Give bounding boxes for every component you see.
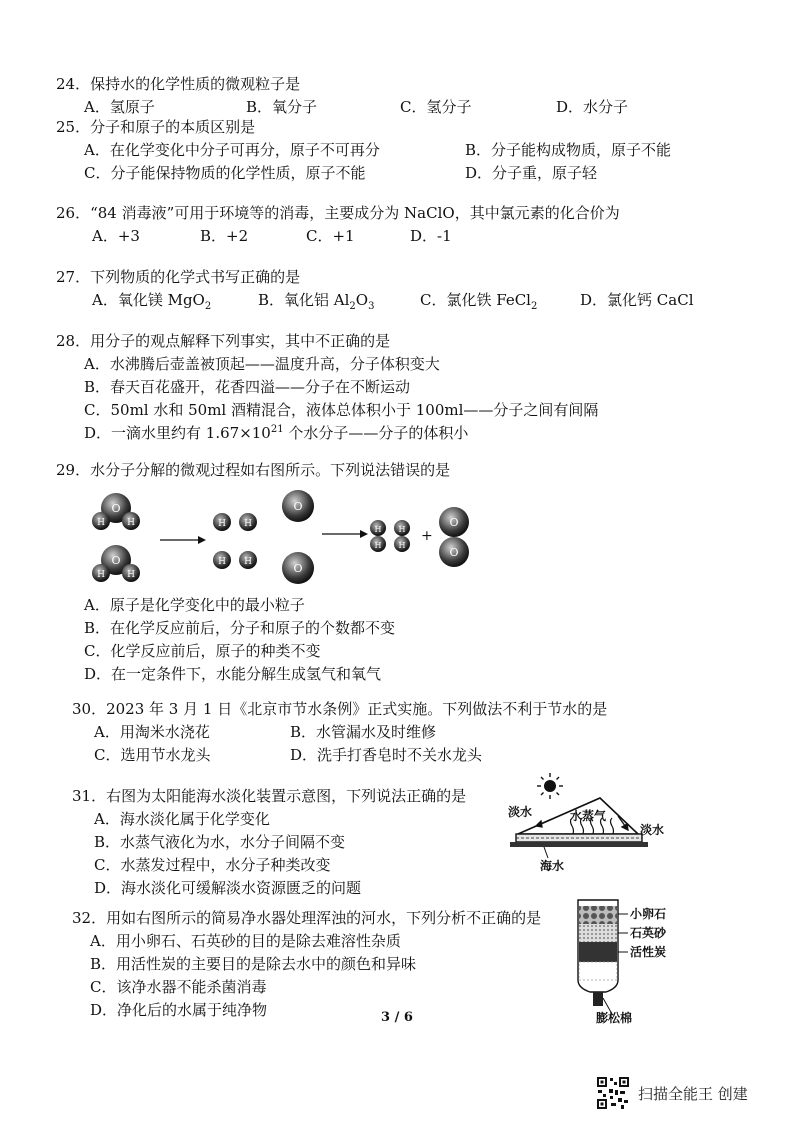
options-row <box>72 721 762 744</box>
question-24 <box>56 73 746 119</box>
label-water-vapor: 水蒸气 <box>570 809 607 823</box>
option-c: C．选用节水龙头 <box>94 746 211 764</box>
solar-desalination-diagram <box>500 770 700 882</box>
question-25 <box>56 116 746 185</box>
option-c: C．水蒸发过程中，水分子种类改变 <box>94 856 331 874</box>
question-29 <box>56 459 746 482</box>
svg-text:O: O <box>449 546 459 559</box>
question-stem: 32．用如右图所示的简易净水器处理浑浊的河水，下列分析不正确的是 <box>72 909 542 927</box>
option-a: A．用淘米水浇花 <box>94 723 210 741</box>
water-molecule <box>92 545 140 582</box>
question-stem: 29．水分子分解的微观过程如右图所示。下列说法错误的是 <box>56 461 451 479</box>
svg-text:H: H <box>97 518 105 528</box>
label-cotton: 膨松棉 <box>596 1011 633 1025</box>
option-c: C．50ml 水和 50ml 酒精混合，液体总体积小于 100ml——分子之间有间隔 <box>84 401 599 419</box>
qr-code-icon <box>596 1076 630 1110</box>
svg-text:H: H <box>218 519 226 529</box>
option-a: A．用小卵石、石英砂的目的是除去难溶性杂质 <box>90 932 401 950</box>
option-a: A．海水淡化属于化学变化 <box>94 810 270 828</box>
question-stem: 31．右图为太阳能海水淡化装置示意图，下列说法正确的是 <box>72 787 467 805</box>
svg-text:H: H <box>97 570 105 580</box>
option-d: D．洗手打香皂时不关水龙头 <box>290 746 483 764</box>
option-d: D．一滴水里约有 $1.67\times 10^{21}$ 个水分子——分子的体积小 <box>84 424 469 442</box>
question-stem: 28．用分子的观点解释下列事实，其中不正确的是 <box>56 332 391 350</box>
reaction-arrow <box>322 530 368 538</box>
question-26 <box>56 202 746 248</box>
label-pebbles: 小卵石 <box>630 907 667 921</box>
svg-text:H: H <box>374 541 382 550</box>
option-b: B．水蒸气液化为水，水分子间隔不变 <box>94 833 346 851</box>
option-b: B．用活性炭的主要目的是除去水中的颜色和异味 <box>90 955 417 973</box>
question-28 <box>56 330 746 445</box>
option-b: B．氧化铝 $Al_2O_3$ <box>258 291 375 312</box>
option-a: A．在化学变化中分子可再分，原子不可再分 <box>84 141 380 159</box>
option-b: B．春天百花盛开，花香四溢——分子在不断运动 <box>84 378 411 396</box>
label-fresh-water-right: 淡水 <box>640 823 665 837</box>
option-c: C．氯化铁 FeCl$_2$ <box>420 291 538 312</box>
question-29-options <box>56 594 746 686</box>
layer-quartz-sand <box>579 924 617 942</box>
svg-text:H: H <box>374 525 382 534</box>
option-b: B．在化学反应前后，分子和原子的个数都不变 <box>84 619 396 637</box>
layer-pebbles <box>579 906 617 924</box>
hydrogen-atoms <box>213 513 257 569</box>
svg-text:H: H <box>127 570 135 580</box>
oxygen-molecule <box>439 507 469 567</box>
oxygen-atoms <box>282 490 314 584</box>
option-d: D．氯化钙 CaCl <box>580 291 694 309</box>
svg-text:H: H <box>398 541 406 550</box>
water-molecule <box>92 493 140 530</box>
option-a: A．氧化镁 MgO$_2$ <box>92 291 212 312</box>
option-d: D．海水淡化可缓解淡水资源匮乏的问题 <box>94 879 362 897</box>
layer-cotton <box>579 962 617 980</box>
svg-text:O: O <box>111 554 121 567</box>
option-c: C．+1 <box>306 227 355 245</box>
label-quartz-sand: 石英砂 <box>630 926 667 940</box>
water-decomposition-diagram <box>80 484 480 590</box>
option-d: D．水分子 <box>556 98 629 116</box>
option-b: B．水管漏水及时维修 <box>290 723 437 741</box>
water-purifier-diagram <box>566 896 696 1026</box>
question-stem: 24．保持水的化学性质的微观粒子是 <box>56 75 301 93</box>
label-activated-carbon: 活性炭 <box>630 945 667 959</box>
sun-icon <box>537 773 563 799</box>
question-stem: 25．分子和原子的本质区别是 <box>56 118 256 136</box>
svg-text:O: O <box>111 502 121 515</box>
svg-text:O: O <box>293 500 303 513</box>
option-b: B．+2 <box>200 227 249 245</box>
option-a: A．+3 <box>92 227 140 245</box>
option-a: A．水沸腾后壶盖被顶起——温度升高，分子体积变大 <box>84 355 440 373</box>
options-row <box>56 162 746 185</box>
option-d: D．-1 <box>410 227 452 245</box>
page-number: 3 / 6 <box>381 1010 413 1025</box>
question-stem: 26．“84 消毒液”可用于环境等的消毒，主要成分为 NaClO，其中氯元素的化合价为 <box>56 204 620 222</box>
question-27 <box>56 266 746 312</box>
option-c: C．化学反应前后，原子的种类不变 <box>84 642 321 660</box>
option-b: B．氧分子 <box>246 98 318 116</box>
hydrogen-molecules <box>370 520 410 552</box>
layer-activated-carbon <box>579 942 617 962</box>
options-row <box>72 744 762 767</box>
question-stem: 27．下列物质的化学式书写正确的是 <box>56 268 301 286</box>
option-c: C．该净水器不能杀菌消毒 <box>90 978 267 996</box>
options-row <box>56 225 746 248</box>
base <box>510 842 648 847</box>
camscanner-watermark <box>596 1076 748 1110</box>
outlet-tube <box>593 992 603 1006</box>
label-fresh-water-left: 淡水 <box>508 805 533 819</box>
question-stem: 30．2023 年 3 月 1 日《北京市节水条例》正式实施。下列做法不利于节水的是 <box>72 700 608 718</box>
svg-text:H: H <box>127 518 135 528</box>
question-32 <box>72 907 572 1022</box>
option-b: B．分子能构成物质，原子不能 <box>465 141 672 159</box>
option-d: D．分子重，原子轻 <box>465 164 598 182</box>
question-31 <box>72 785 512 900</box>
plus-sign: + <box>421 528 433 544</box>
svg-text:O: O <box>449 516 459 529</box>
option-c: C．分子能保持物质的化学性质，原子不能 <box>84 164 366 182</box>
option-c: C．氢分子 <box>400 98 472 116</box>
label-seawater: 海水 <box>540 859 565 873</box>
option-d: D．在一定条件下，水能分解生成氢气和氧气 <box>84 665 382 683</box>
reaction-arrow <box>160 536 206 544</box>
camscanner-text: 扫描全能王 创建 <box>638 1084 748 1103</box>
option-d: D．净化后的水属于纯净物 <box>90 1001 268 1019</box>
option-a: A．氢原子 <box>84 98 155 116</box>
options-row <box>56 139 746 162</box>
svg-text:H: H <box>398 525 406 534</box>
svg-text:H: H <box>244 519 252 529</box>
svg-text:H: H <box>244 557 252 567</box>
svg-text:O: O <box>293 562 303 575</box>
option-a: A．原子是化学变化中的最小粒子 <box>84 596 305 614</box>
svg-text:H: H <box>218 557 226 567</box>
options-row <box>56 289 746 312</box>
question-30 <box>72 698 762 767</box>
